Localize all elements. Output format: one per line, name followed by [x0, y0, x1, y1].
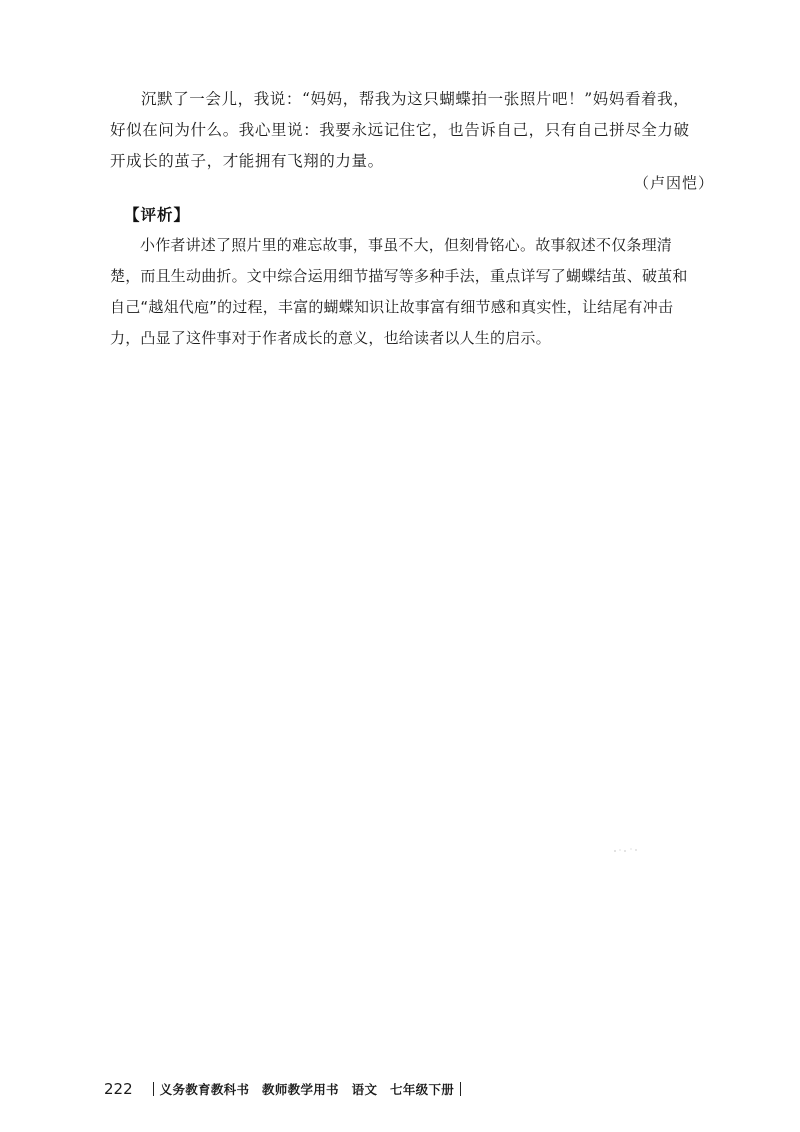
footer-divider-right — [460, 1082, 461, 1096]
essay-author: （卢因恺） — [633, 174, 714, 192]
commentary-body: 小作者讲述了照片里的难忘故事，事虽不大，但刻骨铭心。故事叙述不仅条理清楚，而且生动曲折。文中综合运用细节描写等多种手法，重点详写了蝴蝶结茧、破茧和自己“越俎代庖”的过程，丰富的蝴蝶知识让故事富有细节感和真实性，让结尾有冲击力，凸显了这件事对于作者成长的意义，也给读者以人生的启示。 — [110, 236, 688, 347]
page-number: 222 — [104, 1080, 133, 1098]
scan-speck-mark — [612, 846, 640, 854]
commentary-heading: 【评析】 — [124, 206, 191, 224]
essay-closing-paragraph: 沉默了一会儿，我说：“妈妈，帮我为这只蝴蝶拍一张照片吧！”妈妈看着我，好似在问为什么。我心里说：我要永远记住它，也告诉自己，只有自己拼尽全力破开成长的茧子，才能拥有飞翔的力量。 — [110, 90, 690, 170]
page-footer — [104, 1078, 467, 1100]
book-title: 义务教育教科书 教师教学用书 语文 七年级下册 — [159, 1082, 455, 1097]
footer-divider-left — [153, 1082, 154, 1096]
